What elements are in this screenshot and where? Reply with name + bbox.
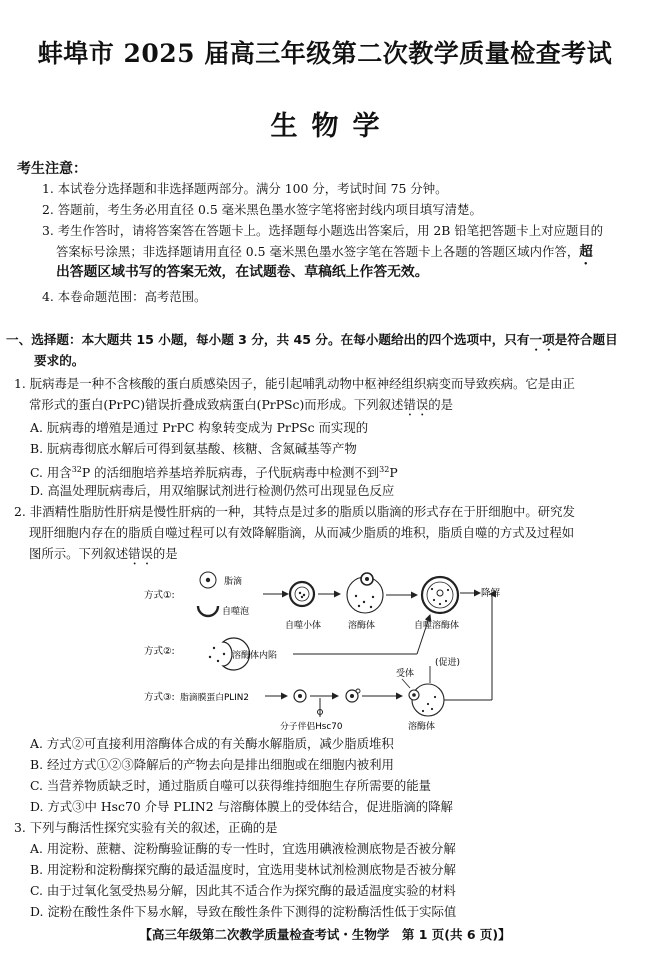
notice-item-3-line-3: 出答题区域书写的答案无效，在试题卷、草稿纸上作答无效。	[56, 264, 429, 280]
q1-stem-tail: 的是	[428, 397, 453, 412]
q1-option-c-part-1: C. 用含	[30, 465, 72, 480]
q1-option-c-part-2: P 的活细胞培养基培养朊病毒，子代朊病毒中检测不到	[81, 465, 380, 480]
q2-option-b: B. 经过方式①②③降解后的产物去向是排出细胞或在细胞内被利用	[30, 757, 394, 772]
notice-item-2: 2. 答题前，考生务必用直径 0.5 毫米黑色墨水签字笔将密封线内项目填写清楚。	[42, 202, 482, 217]
degrade-label: 降解	[481, 588, 501, 599]
lipid-plin2-label: 脂滴膜蛋白PLIN2	[180, 693, 249, 703]
q2-stem-line-3	[29, 543, 178, 568]
autophagosome-membrane-label: 自噬泡	[222, 607, 250, 617]
q1-stem-line-2	[29, 394, 453, 419]
notice-heading: 考生注意：	[17, 161, 87, 177]
autophagosome-label: 自噬小体	[285, 621, 322, 631]
page-footer: 【高三年级第二次教学质量检查考试・生物学 第 1 页(共 6 页)】	[139, 927, 511, 942]
chaperone-label: 分子伴侣Hsc70	[280, 722, 343, 732]
lipid-droplet-label: 脂滴	[224, 577, 243, 587]
autophagosome-icon	[290, 582, 314, 606]
q3-option-c: C. 由于过氧化氢受热易分解，因此其不适合作为探究酶的最适温度实验的材料	[30, 883, 456, 898]
q1-option-c-part-3: P	[389, 465, 398, 480]
lipophagy-diagram	[140, 566, 510, 736]
q2-stem-line-2: 现肝细胞内存在的脂质自噬过程可以有效降解脂滴，从而减少脂质的堆积，脂质自噬的方式及过程如	[29, 525, 575, 540]
q1-stem-line-1: 1. 朊病毒是一种不含核酸的蛋白质感染因子，能引起哺乳动物中枢神经组织病变而导致疾病。它是由正	[14, 376, 575, 391]
receptor-label: 受体	[396, 669, 415, 679]
notice-item-3-line-1: 3. 考生作答时，请将答案答在答题卡上。选择题每小题选出答案后，用 2B 铅笔把答题卡上对应题目的	[42, 223, 604, 238]
q3-option-d: D. 淀粉在酸性条件下易水解，导致在酸性条件下测得的淀粉酶活性低于实际值	[30, 904, 457, 919]
autophagosome-membrane-icon	[198, 606, 218, 616]
lysosome-label: 溶酶体	[348, 621, 376, 631]
q2-stem-emphasis: 错误	[128, 546, 153, 561]
lipid-core	[206, 578, 210, 582]
q2-stem-text: 图所示。下列叙述	[29, 546, 129, 561]
way-2-label: 方式②:	[144, 646, 175, 657]
notice-item-3-text: 答案标号涂黑；非选择题请用直径 0.5 毫米黑色墨水签字笔在答题卡上各题的答题区域内作答，	[56, 244, 580, 259]
subject-title: 生物学	[270, 111, 394, 142]
way-3-label: 方式③:	[144, 692, 175, 703]
q1-option-a: A. 朊病毒的增殖是通过 PrPC 构象转变成为 PrPSc 而实现的	[30, 420, 369, 435]
lysosome-3-label: 溶酶体	[408, 722, 436, 732]
q2-stem-line-1: 2. 非酒精性脂肪性肝病是慢性肝病的一种，其特点是过多的脂质以脂滴的形式存在于肝细胞中。研究发	[14, 504, 575, 519]
way-1-label: 方式①:	[144, 590, 175, 601]
q1-stem-emphasis: 错误	[403, 397, 429, 412]
q2-stem-tail: 的是	[152, 546, 178, 561]
notice-item-4: 4. 本卷命题范围：高考范围。	[42, 289, 207, 304]
isotope-superscript: 32	[71, 465, 82, 474]
lysosome-invagination-label: 溶酶体内陷	[232, 651, 278, 661]
q1-option-b: B. 朊病毒彻底水解后可得到氨基酸、核糖、含氮碱基等产物	[30, 441, 357, 456]
exam-title: 蚌埠市 2025 届高三年级第二次教学质量检查考试	[37, 39, 613, 68]
q1-option-d: D. 高温处理朊病毒后，用双缩脲试剂进行检测仍然可出现显色反应	[30, 483, 395, 498]
q2-option-a: A. 方式②可直接利用溶酶体合成的有关酶水解脂质，减少脂质堆积	[30, 736, 394, 751]
notice-emphasis-start: 超	[579, 244, 593, 260]
section-heading-text: 一、选择题：本大题共 15 小题，每小题 3 分，共 45 分。在每小题给出的四个选项中，只有	[6, 332, 530, 347]
receptor-pointer	[402, 679, 410, 688]
section-heading-line-2: 要求的。	[34, 353, 85, 368]
q2-option-c: C. 当营养物质缺乏时，通过脂质自噬可以获得维持细胞生存所需要的能量	[30, 778, 432, 793]
q3-option-a: A. 用淀粉、蔗糖、淀粉酶验证酶的专一性时，宜选用碘液检测底物是否被分解	[30, 841, 456, 856]
section-heading-tail: 是符合题目	[554, 332, 618, 347]
autolysosome-label: 自噬溶酶体	[414, 621, 460, 631]
section-heading	[6, 329, 618, 354]
lysosome-3-icon	[412, 684, 444, 716]
q3-stem: 3. 下列与酶活性探究实验有关的叙述，正确的是	[14, 820, 278, 835]
isotope-superscript-2: 32	[379, 465, 390, 474]
section-heading-emphasis: 一项	[529, 332, 555, 347]
q3-option-b: B. 用淀粉和淀粉酶探究酶的最适温度时，宜选用斐林试剂检测底物是否被分解	[30, 862, 456, 877]
promote-label: (促进)	[435, 658, 461, 668]
q1-stem-text: 常形式的蛋白(PrPC)错误折叠成致病蛋白(PrPSc)而形成。下列叙述	[29, 397, 404, 412]
notice-item-1: 1. 本试卷分选择题和非选择题两部分。满分 100 分，考试时间 75 分钟。	[42, 181, 448, 196]
q2-option-d: D. 方式③中 Hsc70 介导 PLIN2 与溶酶体膜上的受体结合，促进脂滴的降解	[30, 799, 453, 814]
